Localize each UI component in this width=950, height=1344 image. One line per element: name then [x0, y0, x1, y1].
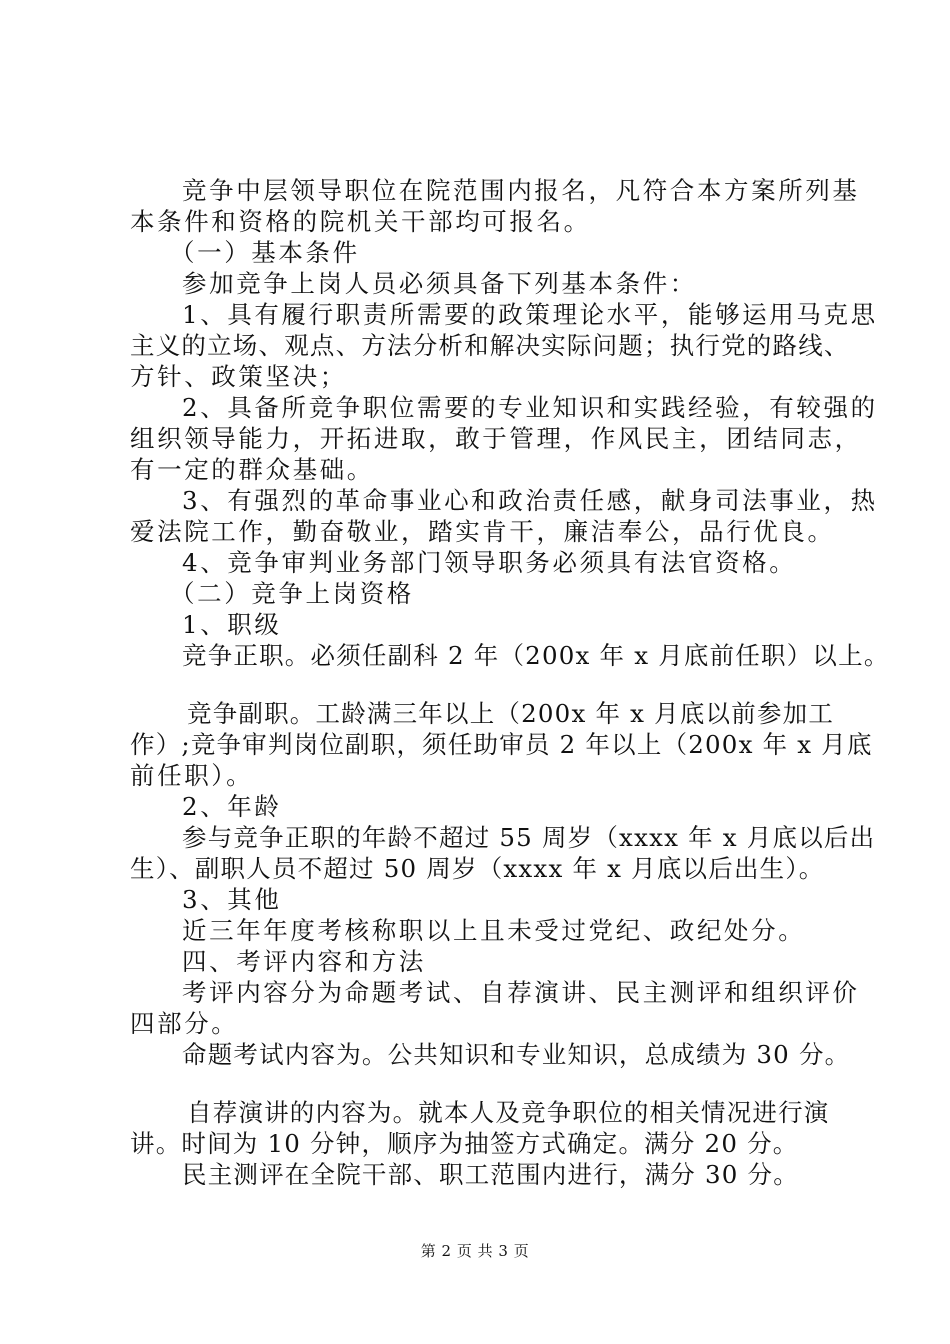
paragraph-line: 考评内容分为命题考试、自荐演讲、民主测评和组织评价 — [182, 978, 860, 1007]
paragraph-line: 有一定的群众基础。 — [130, 455, 374, 484]
paragraph-line: 3、有强烈的革命事业心和政治责任感，献身司法事业，热 — [182, 486, 878, 515]
section-heading: （一）基本条件 — [170, 238, 360, 267]
section-heading: 四、考评内容和方法 — [182, 947, 426, 976]
paragraph-line: 民主测评在全院干部、职工范围内进行，满分 30 分。 — [182, 1160, 799, 1189]
paragraph-line: 四部分。 — [130, 1009, 239, 1038]
paragraph-line: 讲。时间为 10 分钟，顺序为抽签方式确定。满分 20 分。 — [130, 1129, 799, 1158]
paragraph-line: 2、具备所竞争职位需要的专业知识和实践经验，有较强的 — [182, 393, 878, 422]
paragraph-line: 竞争正职。必须任副科 2 年（200x 年 x 月底前任职）以上。 — [182, 641, 890, 670]
paragraph-line: 命题考试内容为。公共知识和专业知识，总成绩为 30 分。 — [182, 1040, 851, 1069]
paragraph-line: 4、竞争审判业务部门领导职务必须具有法官资格。 — [182, 548, 797, 577]
paragraph-line: 主义的立场、观点、方法分析和解决实际问题；执行党的路线、 — [130, 331, 850, 360]
paragraph-line: 前任职）。 — [130, 761, 254, 790]
paragraph-line: 自荐演讲的内容为。就本人及竞争职位的相关情况进行演 — [187, 1098, 830, 1127]
paragraph-line: 作）;竞争审判岗位副职，须任助审员 2 年以上（200x 年 x 月底 — [130, 730, 873, 759]
section-heading: 1、职级 — [182, 610, 282, 639]
paragraph-line: 参与竞争正职的年龄不超过 55 周岁（xxxx 年 x 月底以后出 — [182, 823, 876, 852]
paragraph-line: 1、具有履行职责所需要的政策理论水平，能够运用马克思 — [182, 300, 878, 329]
paragraph-line: 近三年年度考核称职以上且未受过党纪、政纪处分。 — [182, 916, 806, 945]
section-heading: 3、其他 — [182, 885, 282, 914]
paragraph-line: 爱法院工作，勤奋敬业，踏实肯干，廉洁奉公，品行优良。 — [130, 517, 835, 546]
paragraph-line: 参加竞争上岗人员必须具备下列基本条件： — [182, 269, 697, 298]
section-heading: （二）竞争上岗资格 — [170, 579, 414, 608]
paragraph-line: 生）、副职人员不超过 50 周岁（xxxx 年 x 月底以后出生）。 — [130, 854, 825, 883]
page-number-footer: 第 2 页 共 3 页 — [420, 1242, 530, 1260]
paragraph-line: 组织领导能力，开拓进取，敢于管理，作风民主，团结同志， — [130, 424, 862, 453]
section-heading: 2、年龄 — [182, 792, 282, 821]
paragraph-line: 竞争中层领导职位在院范围内报名，凡符合本方案所列基 — [182, 176, 860, 205]
paragraph-line: 方针、政策坚决； — [130, 362, 347, 391]
paragraph-line: 本条件和资格的院机关干部均可报名。 — [130, 207, 591, 236]
paragraph-line: 竞争副职。工龄满三年以上（200x 年 x 月底以前参加工 — [187, 699, 835, 728]
